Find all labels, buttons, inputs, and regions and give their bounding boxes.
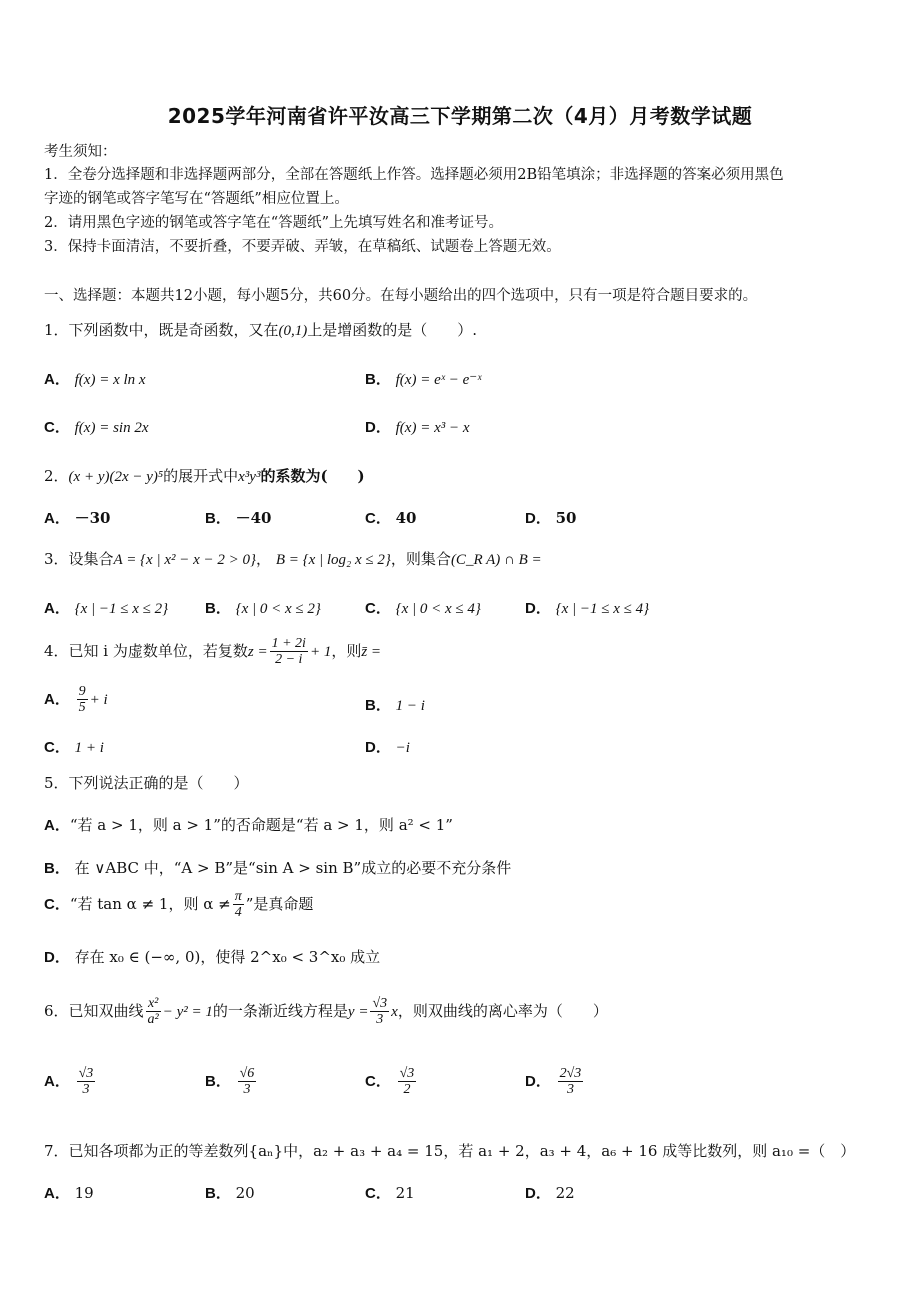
option-text: 40: [395, 509, 417, 527]
q4-stem-a: 4．已知 i 为虚数单位，若复数: [44, 641, 248, 660]
q6-c-denominator: 2: [403, 1082, 411, 1098]
option-text: {x | 0 < x ≤ 2}: [235, 601, 321, 617]
q4-zbar: z̄ =: [361, 643, 382, 660]
option-label: A．: [44, 817, 70, 834]
q4-option-d[interactable]: [365, 736, 410, 757]
q5-c-text-a: “若 tan α ≠ 1，则 α ≠: [69, 894, 231, 913]
q6-option-c[interactable]: [365, 1066, 418, 1098]
q4-option-b[interactable]: [365, 694, 425, 715]
q5-option-b[interactable]: [44, 857, 511, 878]
q4-denominator: 2 − i: [275, 652, 303, 668]
option-label: A．: [44, 1185, 70, 1202]
q6-a-fraction: [77, 1066, 96, 1098]
option-label: C．: [44, 895, 70, 913]
note-2: 2．请用黑色字迹的钢笔或答字笔在“答题纸”上先填写姓名和准考证号。: [44, 215, 504, 231]
q7-option-b[interactable]: [205, 1182, 255, 1203]
q4-a-numerator: 9: [78, 684, 86, 699]
question-6-stem: [44, 996, 608, 1028]
q3-stem-b: ，则集合: [390, 550, 451, 568]
q6-d-fraction: [558, 1066, 584, 1098]
notes-heading: 考生须知：: [44, 144, 117, 160]
option-text: －40: [235, 509, 272, 527]
question-1-stem: [44, 319, 477, 340]
q6-option-a[interactable]: [44, 1066, 97, 1098]
option-text: 存在 x₀ ∈ (−∞, 0)，使得 2^x₀ < 3^x₀ 成立: [74, 948, 381, 966]
option-text: 1 − i: [395, 698, 425, 714]
option-label: A．: [44, 371, 70, 388]
q6-c-fraction: [398, 1066, 417, 1098]
q6-option-d[interactable]: [525, 1066, 585, 1098]
q6-stem-b: 的一条渐近线方程是: [212, 1001, 348, 1020]
q6-slope-fraction: [370, 996, 389, 1028]
q6-stem-c: ，则双曲线的离心率为（ ）: [397, 1001, 608, 1020]
q1-interval: (0,1): [278, 323, 308, 339]
q5-c-fraction: [233, 889, 244, 921]
q6-e-denominator: a²: [147, 1012, 159, 1028]
q5-c-numerator: π: [234, 889, 242, 904]
option-label: D．: [365, 419, 391, 436]
q6-stem-a: 6．已知双曲线: [44, 1001, 144, 1020]
q3-stem-a: 3．设集合: [44, 550, 114, 568]
option-text: f(x) = x³ − x: [395, 420, 470, 436]
option-text: 1 + i: [74, 740, 104, 756]
option-label: B．: [44, 860, 70, 877]
question-7-stem: 7．已知各项都为正的等差数列{aₙ}中，a₂ + a₃ + a₄ = 15，若 a₁ + 2，a₃ + 4，a₆ + 16 成等比数列，则 a₁₀ =（ ）: [44, 1142, 856, 1160]
q2-term: x³y³: [238, 469, 261, 485]
q4-a-denominator: 5: [78, 700, 86, 716]
q1-option-d[interactable]: [365, 416, 470, 437]
option-label: C．: [44, 419, 70, 436]
option-label: A．: [44, 600, 70, 617]
option-label: D．: [525, 1185, 551, 1202]
q4-a-rest: + i: [89, 691, 108, 708]
option-text: 19: [74, 1184, 94, 1202]
q6-b-fraction: [238, 1066, 257, 1098]
q6-b-denominator: 3: [243, 1082, 251, 1098]
question-4-stem: [44, 636, 381, 668]
note-3: 3．保持卡面清洁，不要折叠，不要弄破、弄皱，在草稿纸、试题卷上答题无效。: [44, 239, 561, 255]
q5-option-c[interactable]: [44, 889, 313, 921]
q7-option-d[interactable]: [525, 1182, 575, 1203]
q5-c-denominator: 4: [234, 905, 242, 921]
option-label: D．: [365, 739, 391, 756]
option-text: “若 a > 1，则 a > 1”的否命题是“若 a > 1，则 a² < 1”: [69, 816, 453, 834]
q5-c-text-b: ”是真命题: [245, 894, 314, 913]
option-text: 22: [555, 1184, 575, 1202]
option-label: B．: [365, 697, 391, 714]
option-label: A．: [44, 690, 70, 708]
option-text: f(x) = sin 2x: [74, 420, 149, 436]
q1-option-b[interactable]: [365, 368, 481, 389]
option-label: A．: [44, 1072, 70, 1090]
option-label: B．: [365, 371, 391, 388]
option-label: D．: [44, 949, 70, 966]
q3-option-b[interactable]: [205, 597, 321, 618]
q6-y-eq: y =: [347, 1003, 369, 1020]
q4-a-fraction: [77, 684, 88, 716]
option-text: {x | −1 ≤ x ≤ 2}: [74, 601, 169, 617]
page-title: 2025学年河南省许平汝高三下学期第二次（4月）月考数学试题: [167, 104, 753, 128]
q3-set-b: B = {x | log₂ x ≤ 2}: [275, 552, 391, 568]
q7-option-a[interactable]: [44, 1182, 94, 1203]
q2-stem-b: 的系数为( ): [260, 467, 365, 485]
q1-option-a[interactable]: [44, 368, 146, 389]
q6-a-numerator: √3: [78, 1066, 94, 1081]
q2-option-b[interactable]: [205, 507, 272, 528]
q4-z-eq: z =: [247, 643, 268, 660]
q6-y-denominator: 3: [376, 1012, 384, 1028]
option-text: －30: [74, 509, 111, 527]
option-label: B．: [205, 510, 231, 527]
q4-plus: + 1: [309, 643, 332, 660]
q4-stem-b: ，则: [331, 641, 362, 660]
q6-y-x: x: [391, 1003, 398, 1020]
q1-stem-b: 上是增函数的是（ ）.: [307, 321, 478, 339]
option-text: 20: [235, 1184, 255, 1202]
q2-option-c[interactable]: [365, 507, 417, 528]
option-text: {x | −1 ≤ x ≤ 4}: [555, 601, 650, 617]
q4-fraction: [270, 636, 308, 668]
q3-sep: ，: [256, 550, 272, 568]
note-1-line-2: 字迹的钢笔或答字笔写在“答题纸”相应位置上。: [44, 191, 349, 207]
q6-y-numerator: √3: [372, 996, 388, 1011]
option-text: f(x) = x ln x: [74, 372, 146, 388]
q6-d-denominator: 3: [566, 1082, 574, 1098]
q3-option-c[interactable]: [365, 597, 481, 618]
section-heading: 一、选择题：本题共12小题，每小题5分，共60分。在每小题给出的四个选项中，只有一项是符合题目要求的。: [44, 288, 758, 304]
question-5-stem: 5．下列说法正确的是（ ）: [44, 774, 249, 792]
q2-option-d[interactable]: [525, 507, 577, 528]
option-text: {x | 0 < x ≤ 4}: [395, 601, 481, 617]
q3-set-a: A = {x | x² − x − 2 > 0}: [113, 552, 257, 568]
q6-b-numerator: √6: [239, 1066, 255, 1081]
option-label: C．: [365, 600, 391, 617]
q1-stem-a: 1．下列函数中，既是奇函数，又在: [44, 321, 279, 339]
option-label: A．: [44, 510, 70, 527]
q6-a-denominator: 3: [82, 1082, 90, 1098]
q4-numerator: 1 + 2i: [271, 636, 306, 651]
q5-option-d[interactable]: [44, 946, 380, 967]
question-2-stem: [44, 465, 365, 486]
q3-expr: (C_R A) ∩ B =: [450, 552, 542, 568]
option-label: D．: [525, 600, 551, 617]
option-text: −i: [395, 740, 410, 756]
q4-option-a[interactable]: [44, 684, 108, 716]
q6-c-numerator: √3: [399, 1066, 415, 1081]
q3-option-a[interactable]: [44, 597, 168, 618]
note-1-line-1: 1．全卷分选择题和非选择题两部分，全部在答题纸上作答。选择题必须用2B铅笔填涂；非选择题的答案必须用黑色: [44, 167, 784, 183]
option-label: D．: [525, 1072, 551, 1090]
q6-e-rest: − y² = 1: [162, 1003, 213, 1020]
q6-option-b[interactable]: [205, 1066, 258, 1098]
option-label: C．: [365, 1072, 391, 1090]
option-label: B．: [205, 1072, 231, 1090]
question-3-stem: [44, 548, 542, 569]
q6-d-numerator: 2√3: [559, 1066, 582, 1081]
q2-num: 2．: [44, 467, 69, 485]
option-text: 21: [395, 1184, 415, 1202]
option-label: B．: [205, 600, 231, 617]
option-label: B．: [205, 1185, 231, 1202]
option-label: C．: [365, 1185, 391, 1202]
q2-option-a[interactable]: [44, 507, 111, 528]
option-label: D．: [525, 510, 551, 527]
option-text: f(x) = eˣ − e⁻ˣ: [395, 372, 482, 388]
q2-expr: (x + y)(2x − y)⁵: [68, 469, 164, 485]
option-text: 50: [555, 509, 577, 527]
q6-ellipse-fraction: [146, 996, 161, 1028]
q2-stem-a: 的展开式中: [163, 467, 239, 485]
q6-e-numerator: x²: [146, 996, 161, 1012]
option-label: C．: [44, 739, 70, 756]
q3-option-d[interactable]: [525, 597, 649, 618]
q1-option-c[interactable]: [44, 416, 148, 437]
option-text: 在 ∨ABC 中，“A > B”是“sin A > sin B”成立的必要不充分条件: [74, 859, 512, 877]
q7-option-c[interactable]: [365, 1182, 415, 1203]
option-label: C．: [365, 510, 391, 527]
q4-option-c[interactable]: [44, 736, 104, 757]
q5-option-a[interactable]: [44, 814, 453, 835]
